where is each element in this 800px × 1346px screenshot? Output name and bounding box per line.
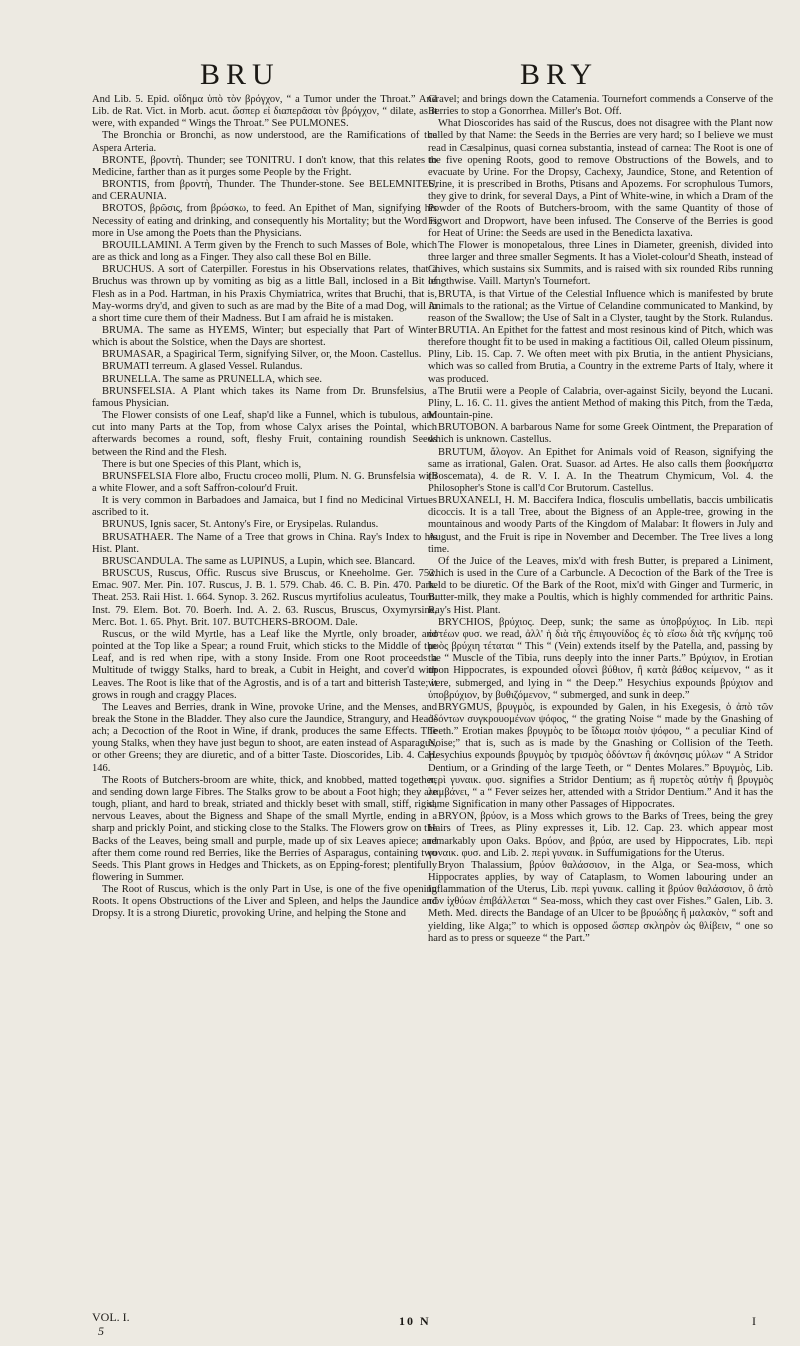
paragraph: BRUTIA. An Epithet for the fattest and most resinous kind of Pitch, which was therefore thought fit to be used in making a factitious Oil, called Oleum pissinum, Pliny, Lib. 15. Cap. 7. We often meet with pix Brutia, in the antient Physicians, which was so called from Brutia, a Country in the extreme Parts of Italy, where it was produced. <box>428 324 773 385</box>
paragraph: The Leaves and Berries, drank in Wine, provoke Urine, and the Menses, and break the Stone in the Bladder. They also cure the Jaundice, Strangury, and Head-ach; a Decoction of the Root in Wine, if drank, produces the same Effects. The young Stalks, when they have just begun to shoot, are eaten instead of Asparagus, or other Greens; they are diuretic, and of a bitter Taste. Dioscorides, Lib. 4. Cap. 146. <box>92 701 437 774</box>
paragraph: BRUSATHAER. The Name of a Tree that grows in China. Ray's Index to his Hist. Plant. <box>92 531 437 555</box>
paragraph: The Brutii were a People of Calabria, over-against Sicily, beyond the Lucani. Pliny, L. 16. C. 11. gives the antient Method of making this Pitch, from the Tæda, Mountain-pine. <box>428 385 773 422</box>
paragraph: BRUMA. The same as HYEMS, Winter; but especially that Part of Winter which is about the Solstice, when the Days are shortest. <box>92 324 437 349</box>
paragraph: BRYGMUS, βρυγμὸς, is expounded by Galen, in his Exegesis, ὁ ἀπὸ τῶν ὀδόντων συγκρουομένων ψόφος, “ the grating Noise “ made by the Gnashing of Teeth.” Erotian makes βρυγμὸς to be ἴδιωμα ποιὸν ψόφου, “ a peculiar Kind of Noise;” that is, such as is made by the Gnashing or Collision of the Teeth. Hesychius expounds βρυγμὸς by τρισμὸς ὀδόντων ἢ ἀκόνησις μύλων “ A Stridor Dentium, or a Grinding of the large Teeth, or “ Dentes Molares.” Βρυγμὸς, Lib. περὶ γυναικ. φυσ. signifies a Stridor Dentium; as ἢ πυρετὸς αὐτὴν ἢ βρυγμὸς λαμβάνει, “ a “ Fever seizes her, attended with a Stridor Dentium.” And it has the same Signification in many other Passages of Hippocrates. <box>428 701 773 811</box>
paragraph: The Bronchia or Bronchi, as now understood, are the Ramifications of the Aspera Arteria. <box>92 130 437 154</box>
running-head-left: BRU <box>200 58 280 91</box>
signature-mark: 10 N <box>399 1314 431 1328</box>
paragraph: BRUTA, is that Virtue of the Celestial Influence which is manifested by brute Animals to the rational; as the Virtue of Celandine communicated to Mankind, by reason of the Swallow; the Use of Salt in a Clyster, taught by the Stork. Rulandus. <box>428 288 773 324</box>
paragraph: There is but one Species of this Plant, which is, <box>102 458 302 470</box>
running-head-right: BRY <box>520 58 599 91</box>
paragraph: BRUMATI terreum. A glased Vessel. Rulandus. <box>102 361 303 373</box>
paragraph: And Lib. 5. Epid. οἴδημα ὑπὸ τὸν βρόγχον, “ a Tumor under the Throat.” And Lib. de Rat. Vict. in Morb. acut. ὥσπερ εἰ διαπερᾶσαι τὸν βρόγχον, “ dilate, as it were, with expanded “ Wings the Throat.” See PULMONES. <box>92 94 437 130</box>
paragraph: What Dioscorides has said of the Ruscus, does not disagree with the Plant now called by that Name: the Seeds in the Berries are very hard; so I believe we must read in Cæsalpinus, quasi cornea substantia, instead of carnea: The Root is one of the five opening Roots, good to remove Obstructions of the Bowels, and to evacuate by Urine. For the Dropsy, Cachexy, Jaundice, Stone, and Retention of Urine, it is prescribed in Broths, Ptisans and Apozems. For scrophulous Tumors, they give to drink, for several Days, a Pint of White-wine, in which a Dram of the Powder of the Roots of Butchers-broom, with the same Quantity of those of Figwort and Dropwort, have been infused. The Conserve of the Berries is good for Heat of Urine: the Seeds are used in the Benedicta laxativa. <box>428 118 773 239</box>
paragraph: Ruscus, or the wild Myrtle, has a Leaf like the Myrtle, only broader, and pointed at the Top like a Spear; a round Fruit, which sticks to the Middle of the Leaf, and is red when ripe, with a stony Inside. From one Root proceeds a Multitude of twiggy Stalks, hard to break, a Cubit in Height, and cover'd with Leaves. The Root is like that of the Agrostis, and is of a tart and bitterish Taste; it grows in rough and craggy Places. <box>92 628 437 701</box>
paragraph: BROUILLAMINI. A Term given by the French to such Masses of Bole, which are as thick and long as a Finger. They also call these Bol en Bille. <box>92 239 437 264</box>
left-column <box>92 94 437 921</box>
paragraph: BRYCHIOS, βρύχιος. Deep, sunk; the same as ὑποβρύχιος. In Lib. περὶ ὀστέων φυσ. we read, ἀλλ' ἡ διὰ τῆς ἐπιγουνίδος ἐς τὸ εἴσω διὰ τῆς κνήμης τοῦ μυὸς βρύχιη τέταται “ This “ (Vein) extends itself by the Patella, and, passing by the “ Muscle of the Tibia, runs deeply into the inner Parts.” Βρύχιον, in Erotian upon Hippocrates, is expounded οἷονεὶ βύθιον, ἢ κατὰ βάθος κείμενον, “ as it were, submerged, and lying in “ the Deep.” Hesychius expounds βρύχιον and ὑποβρύχιον, by βυθιζόμενον, “ submerged, and sunk in deep.” <box>428 616 773 701</box>
paragraph: BRYON, βρύον, is a Moss which grows to the Barks of Trees, being the grey Hairs of Trees, as Pliny expresses it, Lib. 12. Cap. 23. which appear most remarkably upon Oaks. Βρύον, and βρύα, are used by Hippocrates, Lib. περὶ γυναικ. φυσ. and Lib. 2. περὶ γυναικ. in Suffumigations for the Uterus. <box>428 811 773 859</box>
paragraph: The Roots of Butchers-broom are white, thick, and knobbed, matted together, and sending down large Fibres. The Stalks grow to be about a Foot high; they are tough, pliant, and hard to break, striated and thickly beset with small, stiff, rigid, nervous Leaves, about the Bigness and Shape of the small Myrtle, ending in a sharp and prickly Point, and sticking close to the Stalks. The Flowers grow on the Backs of the Leaves, being small and purple, made up of six Leaves apiece; and after them come round red Berries, like the Berries of Asparagus, containing two Seeds. This Plant grows in Hedges and Thickets, as on Epping-forest; plentifully flowering in Summer. <box>92 774 437 883</box>
paragraph: BRUNELLA. The same as PRUNELLA, which see. <box>102 373 322 385</box>
volume-label: VOL. I. <box>92 1310 130 1324</box>
paragraph: The Root of Ruscus, which is the only Part in Use, is one of the five opening Roots. It opens Obstructions of the Liver and Spleen, and helps the Jaundice and Dropsy. It is a strong Diuretic, provoking Urine, and helping the Stone and <box>92 884 437 920</box>
paragraph: BRUXANELI, H. M. Baccifera Indica, flosculis umbellatis, baccis umbilicatis dicoccis. It is a tall Tree, about the Bigness of an Apple-tree, growing in the mountainous and woody Parts of the Kingdom of Malabar: It flowers in July and August, and the Fruit is ripe in November and December. The Tree lives a long time. <box>428 495 773 555</box>
right-column <box>428 94 773 945</box>
paragraph: BRUTUM, ἄλογον. An Epithet for Animals void of Reason, signifying the same as irrational, Galen. Orat. Suasor. ad Artes. He also calls them βοσκήματα (Boscemata), 4. de R. V. I. A. In the Theatrum Chymicum, Vol. 4. the Philosopher's Stone is call'd Cor Brutorum. Castellus. <box>428 446 773 494</box>
paragraph: The Flower is monopetalous, three Lines in Diameter, greenish, divided into three larger and three smaller Segments. It has a Violet-colour'd Sheath, instead of Chives, which sustains six Summits, and is raised with six rounded Ribs running lengthwise. Vaill. Martyn's Tournefort. <box>428 239 773 288</box>
paragraph: Bryon Thalassium, βρύον θαλάσσιον, in the Alga, or Sea-moss, which Hippocrates applies, by way of Cataplasm, to Women labouring under an Inflammation of the Uterus, Lib. περὶ γυναικ. calling it βρύον θαλάσσιον, ὃ ἀπὸ τῶν ἰχθύων ἐπιβάλλεται “ Sea-moss, which they cast over Fishes.” Galen, Lib. 3. Meth. Med. directs the Bandage of an Ulcer to be βρυώδης ἢ μαλακὸν, “ soft and yielding, like Alga;” to which is opposed ὥσπερ σκληρὸν ὡς θλίβειν, “ one so hard as to press or squeeze “ the Part.” <box>428 859 773 944</box>
paragraph: BRONTIS, from βροντὴ, Thunder. The Thunder-stone. See BELEMNITES, and CERAUNIA. <box>92 179 437 203</box>
paragraph: BRUNUS, Ignis sacer, St. Antony's Fire, or Erysipelas. Rulandus. <box>102 519 379 531</box>
paragraph: BRUMASAR, a Spagirical Term, signifying Silver, or, the Moon. Castellus. <box>102 349 422 361</box>
paragraph: BRUTOBON. A barbarous Name for some Greek Ointment, the Preparation of which is unknown. Castellus. <box>428 422 773 446</box>
paragraph: BRUSCUS, Ruscus, Offic. Ruscus sive Bruscus, or Kneeholme. Ger. 752. Emac. 907. Mer. Pin. 107. Ruscus, J. B. 1. 579. Chab. 46. C. B. Pin. 470. Park. Theat. 253. Raii Hist. 1. 664. Synop. 3. 262. Ruscus myrtifolius aculeatus, Tourn. Inst. 79. Elem. Bot. 70. Boerh. Ind. A. 2. 63. Ruscus, Bruscus, Oxymyrsine, Merc. Bot. 1. 65. Phyt. Brit. 107. BUTCHERS-BROOM. Dale. <box>92 568 437 628</box>
paragraph: BRONTE, βροντὴ. Thunder; see TONITRU. I don't know, that this relates to Medicine, farther than as it purges some People by the Fright. <box>92 154 437 178</box>
paragraph: The Flower consists of one Leaf, shap'd like a Funnel, which is tubulous, and cut into many Parts at the Top, from whose Calyx arises the Pointal, which afterwards becomes a round, soft, fleshy Fruit, containing roundish Seeds between the Rind and the Flesh. <box>92 410 437 458</box>
paragraph: BRUNSFELSIA. A Plant which takes its Name from Dr. Brunsfelsius, a famous Physician. <box>92 385 437 409</box>
paragraph: Of the Juice of the Leaves, mix'd with fresh Butter, is prepared a Liniment, which is used in the Cure of a Carbuncle. A Decoction of the Bark of the Tree is held to be diuretic. Of the Bark of the Root, mix'd with Ginger and Turmeric, in Butter-milk, they make a Poultis, which is highly commended for arthritic Pains. Ray's Hist. Plant. <box>428 555 773 616</box>
paragraph: Gravel; and brings down the Catamenia. Tournefort commends a Conserve of the Berries to stop a Gonorrhea. Miller's Bot. Off. <box>428 94 773 118</box>
paragraph: It is very common in Barbadoes and Jamaica, but I find no Medicinal Virtues ascribed to it. <box>92 495 437 519</box>
paragraph: BRUNSFELSIA Flore albo, Fructu croceo molli, Plum. N. G. Brunsfelsia with a white Flower, and a soft Saffron-colour'd Fruit. <box>92 470 437 494</box>
page-number: I <box>752 1314 756 1328</box>
catchword: 5 <box>98 1324 104 1338</box>
paragraph: BRUCHUS. A sort of Caterpiller. Forestus in his Observations relates, that a Bruchus was thrown up by vomiting as big as a little Ball, inclosed in a Bit of Flesh as in a Pod. Hartman, in his Praxis Chymiatrica, writes that Bruchi, that is, May-worms dry'd, and given to such as are mad by the Bite of a mad Dog, will in a short time cure them of their Madness. But I am afraid he is mistaken. <box>92 264 437 324</box>
paragraph: BRUSCANDULA. The same as LUPINUS, a Lupin, which see. Blancard. <box>102 555 416 567</box>
paragraph: BROTOS, βρῶσις, from βρώσκω, to feed. An Epithet of Man, signifying his Necessity of eating and drinking, and consequently his Mortality; but the Word is more in Use among the Poets than the Physicians. <box>92 203 437 239</box>
